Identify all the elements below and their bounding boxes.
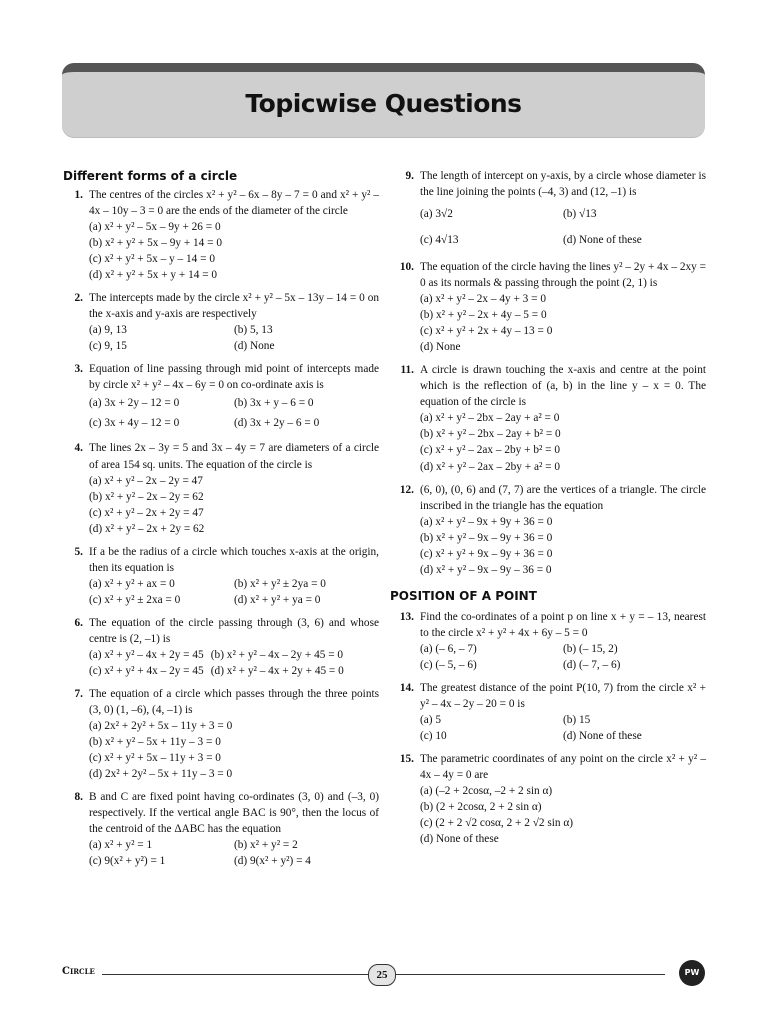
option-c: (c) x² + y² + 5x – y – 14 = 0 bbox=[89, 253, 215, 266]
question-text: The parametric coordinates of any point on the circle x² + y² – 4x – 4y = 0 are bbox=[420, 753, 706, 782]
question-number: 10. bbox=[399, 261, 414, 274]
option-c: (c) x² + y² ± 2xa = 0 bbox=[89, 593, 181, 606]
right-column bbox=[390, 168, 706, 854]
option-a: (a) 3√2 bbox=[420, 208, 453, 221]
question-number: 6. bbox=[74, 616, 83, 629]
page-title: Topicwise Questions bbox=[245, 89, 522, 118]
question-text: The lines 2x – 3y = 5 and 3x – 4y = 7 are diameters of a circle of area 154 sq. units. The equation of the circle is bbox=[89, 442, 379, 471]
option-b: (b) 5, 13 bbox=[234, 324, 273, 337]
question-number: 12. bbox=[399, 483, 414, 496]
page-footer bbox=[62, 960, 705, 990]
option-a: (a) 2x² + 2y² + 5x – 11y + 3 = 0 bbox=[89, 719, 233, 732]
question-4 bbox=[63, 440, 379, 536]
option-a: (a) x² + y² – 9x + 9y + 36 = 0 bbox=[420, 515, 553, 528]
question-number: 7. bbox=[74, 687, 83, 700]
option-d: (d) x² + y² – 2x + 2y = 62 bbox=[89, 522, 205, 535]
option-b: (b) x² + y² + 5x – 9y + 14 = 0 bbox=[89, 237, 222, 250]
option-d: (d) (– 7, – 6) bbox=[563, 658, 621, 671]
option-b: (b) √13 bbox=[563, 208, 597, 221]
question-number: 15. bbox=[399, 753, 414, 765]
question-3 bbox=[63, 361, 379, 433]
option-b: (b) x² + y² – 2x – 2y = 62 bbox=[89, 490, 204, 503]
option-c: (c) x² + y² + 4x – 2y = 45 bbox=[89, 664, 204, 677]
option-b: (b) x² + y² – 2x + 4y – 5 = 0 bbox=[420, 309, 547, 322]
option-a: (a) x² + y² – 4x + 2y = 45 bbox=[89, 648, 204, 661]
question-text: A circle is drawn touching the x-axis and centre at the point which is the reflection of (a, b) in the line y – x = 0. The equation of the circle is bbox=[420, 364, 706, 409]
option-d: (d) None of these bbox=[420, 833, 499, 846]
option-b: (b) (– 15, 2) bbox=[563, 642, 618, 655]
question-1 bbox=[63, 187, 379, 283]
question-text: B and C are fixed point having co-ordinates (3, 0) and (–3, 0) respectively. If the vertical angle BAC is 90°, then the locus of the centroid of the ΔABC has the equation bbox=[89, 791, 379, 836]
option-c: (c) 9(x² + y²) = 1 bbox=[89, 855, 166, 868]
option-a: (a) 5 bbox=[420, 713, 442, 726]
question-text: Equation of line passing through mid point of intercepts made by circle x² + y² – 4x – 6y = 0 on co-ordinate axis is bbox=[89, 363, 379, 392]
question-15 bbox=[394, 751, 706, 847]
publisher-logo-icon: PW bbox=[679, 960, 705, 986]
option-c: (c) x² + y² – 2ax – 2by + b² = 0 bbox=[420, 444, 561, 457]
option-c: (c) 10 bbox=[420, 729, 447, 742]
option-a: (a) x² + y² – 2x – 2y = 47 bbox=[89, 474, 203, 487]
option-c: (c) x² + y² – 2x + 2y = 47 bbox=[89, 506, 204, 519]
option-d: (d) x² + y² + 5x + y + 14 = 0 bbox=[89, 269, 218, 282]
question-text: The equation of a circle which passes through the three points (3, 0) (1, –6), (4, –1) is bbox=[89, 687, 379, 716]
option-d: (d) None of these bbox=[563, 729, 642, 742]
option-c: (c) (– 5, – 6) bbox=[420, 658, 477, 671]
option-a: (a) x² + y² – 2bx – 2ay + a² = 0 bbox=[420, 412, 560, 425]
option-c: (c) x² + y² + 9x – 9y + 36 = 0 bbox=[420, 547, 553, 560]
question-9 bbox=[394, 168, 706, 252]
left-column bbox=[63, 168, 379, 876]
option-c: (c) x² + y² + 2x + 4y – 13 = 0 bbox=[420, 325, 553, 338]
option-b: (b) x² + y² – 9x – 9y + 36 = 0 bbox=[420, 531, 553, 544]
option-c: (c) (2 + 2 √2 cosα, 2 + 2 √2 sin α) bbox=[420, 817, 574, 830]
option-c: (c) x² + y² + 5x – 11y + 3 = 0 bbox=[89, 752, 221, 765]
option-a: (a) x² + y² = 1 bbox=[89, 839, 153, 852]
option-b: (b) x² + y² – 5x + 11y – 3 = 0 bbox=[89, 736, 221, 748]
option-c: (c) 9, 15 bbox=[89, 340, 127, 353]
question-text: The length of intercept on y-axis, by a circle whose diameter is the line joining the points (–4, 3) and (12, –1) is bbox=[420, 170, 706, 199]
option-b: (b) x² + y² – 4x – 2y + 45 = 0 bbox=[210, 648, 344, 661]
question-14 bbox=[394, 680, 706, 744]
question-number: 11. bbox=[400, 364, 414, 377]
option-d: (d) x² + y² – 9x – 9y – 36 = 0 bbox=[420, 563, 552, 576]
question-text: If a be the radius of a circle which touches x-axis at the origin, then its equation is bbox=[89, 545, 379, 574]
option-a: (a) x² + y² + ax = 0 bbox=[89, 577, 175, 590]
option-b: (b) 15 bbox=[563, 713, 591, 726]
option-d: (d) x² + y² – 4x + 2y + 45 = 0 bbox=[210, 664, 344, 677]
option-d: (d) 3x + 2y – 6 = 0 bbox=[234, 417, 320, 430]
option-d: (d) None of these bbox=[563, 234, 642, 247]
question-10 bbox=[394, 259, 706, 355]
option-c: (c) 3x + 4y – 12 = 0 bbox=[89, 417, 180, 430]
option-a: (a) (–2 + 2cosα, –2 + 2 sin α) bbox=[420, 785, 553, 798]
question-7 bbox=[63, 686, 379, 782]
question-number: 5. bbox=[74, 545, 83, 558]
question-13 bbox=[394, 609, 706, 673]
option-b: (b) x² + y² = 2 bbox=[234, 839, 298, 852]
question-11 bbox=[394, 362, 706, 474]
question-number: 3. bbox=[74, 363, 83, 376]
question-number: 1. bbox=[74, 189, 83, 202]
option-b: (b) x² + y² – 2bx – 2ay + b² = 0 bbox=[420, 428, 561, 441]
option-b: (b) 3x + y – 6 = 0 bbox=[234, 397, 314, 410]
option-d: (d) None bbox=[234, 340, 275, 353]
question-text: Find the co-ordinates of a point p on line x + y = – 13, nearest to the circle x² + y² + 4x + 6y – 5 = 0 bbox=[420, 610, 706, 639]
question-5 bbox=[63, 544, 379, 608]
option-c: (c) 4√13 bbox=[420, 234, 459, 247]
title-banner bbox=[62, 63, 705, 137]
question-text: The equation of the circle passing through (3, 6) and whose centre is (2, –1) is bbox=[89, 616, 379, 645]
option-d: (d) 2x² + 2y² – 5x + 11y – 3 = 0 bbox=[89, 768, 233, 781]
question-2 bbox=[63, 290, 379, 354]
question-text: The greatest distance of the point P(10, 7) from the circle x² + y² – 4x – 2y – 20 = 0 is bbox=[420, 681, 706, 710]
option-d: (d) 9(x² + y²) = 4 bbox=[234, 855, 311, 868]
page-number: 25 bbox=[368, 964, 396, 986]
option-d: (d) x² + y² + ya = 0 bbox=[234, 593, 321, 606]
question-number: 9. bbox=[405, 170, 414, 182]
question-number: 13. bbox=[399, 610, 414, 623]
option-a: (a) (– 6, – 7) bbox=[420, 642, 477, 655]
chapter-name: Circle bbox=[62, 966, 101, 977]
section-heading: POSITION OF A POINT bbox=[390, 588, 537, 603]
question-text: The centres of the circles x² + y² – 6x – 8y – 7 = 0 and x² + y² – 4x – 10y – 3 = 0 are the ends of the diameter of the circle bbox=[89, 189, 379, 218]
question-number: 2. bbox=[74, 292, 83, 305]
question-text: The intercepts made by the circle x² + y² – 5x – 13y – 14 = 0 on the x-axis and y-axis are respectively bbox=[89, 292, 379, 321]
option-a: (a) x² + y² – 5x – 9y + 26 = 0 bbox=[89, 221, 221, 234]
option-d: (d) x² + y² – 2ax – 2by + a² = 0 bbox=[420, 460, 561, 473]
question-number: 8. bbox=[74, 791, 83, 804]
question-number: 4. bbox=[74, 442, 83, 455]
question-text: The equation of the circle having the lines y² – 2y + 4x – 2xy = 0 as its normals & passing through the point (2, 1) is bbox=[420, 261, 706, 290]
question-12 bbox=[394, 482, 706, 578]
section-heading: Different forms of a circle bbox=[63, 169, 238, 183]
option-d: (d) None bbox=[420, 341, 461, 354]
option-a: (a) 9, 13 bbox=[89, 324, 127, 337]
question-number: 14. bbox=[399, 681, 414, 694]
option-b: (b) (2 + 2cosα, 2 + 2 sin α) bbox=[420, 801, 542, 814]
option-a: (a) 3x + 2y – 12 = 0 bbox=[89, 397, 180, 410]
option-b: (b) x² + y² ± 2ya = 0 bbox=[234, 577, 326, 590]
question-8 bbox=[63, 789, 379, 869]
option-a: (a) x² + y² – 2x – 4y + 3 = 0 bbox=[420, 293, 546, 306]
question-text: (6, 0), (0, 6) and (7, 7) are the vertices of a triangle. The circle inscribed in the triangle has the equation bbox=[420, 483, 706, 512]
question-6 bbox=[63, 615, 379, 679]
